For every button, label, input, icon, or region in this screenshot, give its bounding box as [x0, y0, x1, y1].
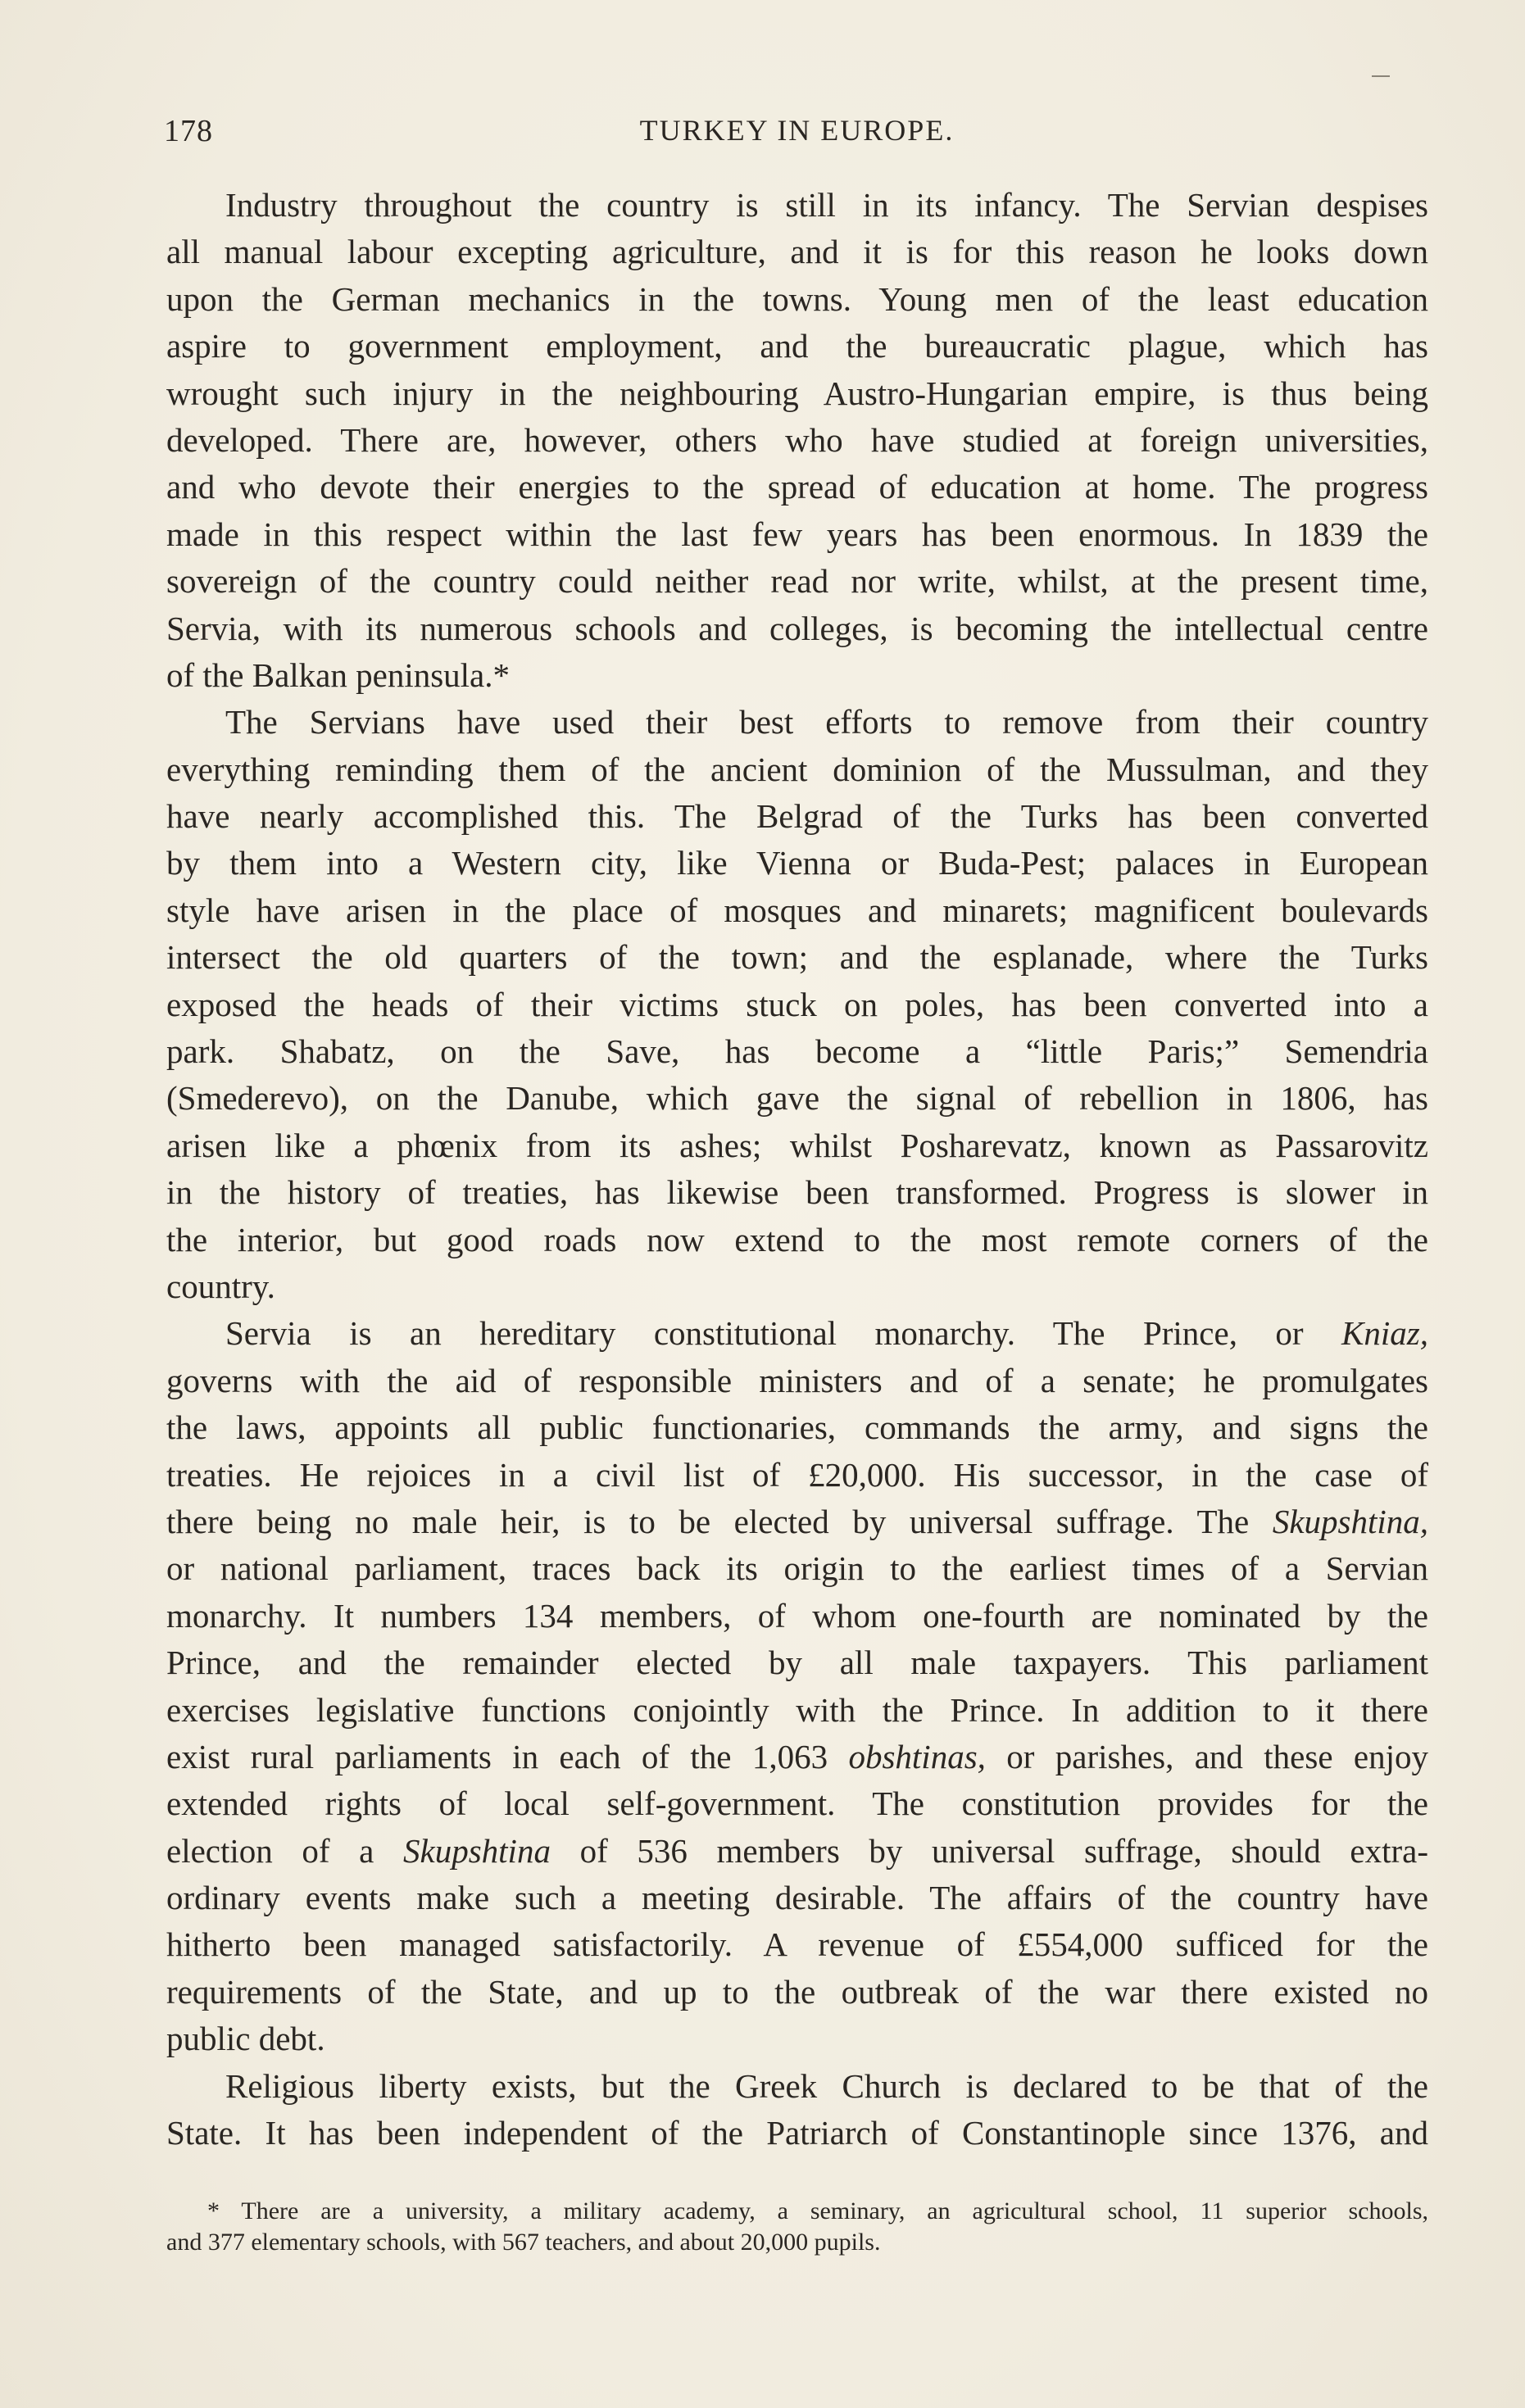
body-text	[166, 182, 1428, 2156]
text-line: everything reminding them of the ancient dominion of the Mussulman, and they	[166, 750, 1428, 788]
text-line: by them into a Western city, like Vienna or Buda-Pest; palaces in European	[166, 844, 1428, 882]
text-line: exist rural parliaments in each of the 1,063 obshtinas, or parishes, and these enjoy	[166, 1737, 1428, 1775]
text-line: election of a Skupshtina of 536 members by universal suffrage, should extra-	[166, 1831, 1428, 1870]
text-line: aspire to government employment, and the bureaucratic plague, which has	[166, 327, 1428, 365]
text-line: exposed the heads of their victims stuck on poles, has been converted into a	[166, 985, 1428, 1023]
text-line: arisen like a phœnix from its ashes; whilst Posharevatz, known as Passarovitz	[166, 1126, 1428, 1164]
text-line: State. It has been independent of the Patriarch of Constantinople since 1376, and	[166, 2114, 1428, 2152]
footnote	[166, 2196, 1428, 2258]
text-line: the laws, appoints all public functionaries, commands the army, and signs the	[166, 1408, 1428, 1447]
text-line: of the Balkan peninsula.*	[166, 655, 511, 694]
text-line: Religious liberty exists, but the Greek Church is declared to be that of the	[225, 2066, 1428, 2105]
text-line: public debt.	[166, 2020, 325, 2058]
text-line: requirements of the State, and up to the outbreak of the war there existed no	[166, 1972, 1428, 2011]
text-line: and who devote their energies to the spread of education at home. The progress	[166, 468, 1428, 506]
footnote-line: * There are a university, a military academy, a seminary, an agricultural school, 11 superior schools,	[207, 2197, 1428, 2224]
text-line: The Servians have used their best efforts to remove from their country	[225, 703, 1428, 741]
text-line: country.	[166, 1267, 275, 1305]
text-line: in the history of treaties, has likewise been transformed. Progress is slower in	[166, 1173, 1428, 1212]
text-line: hitherto been managed satisfactorily. A revenue of £554,000 sufficed for the	[166, 1925, 1428, 1964]
text-line: intersect the old quarters of the town; and the esplanade, where the Turks	[166, 938, 1428, 977]
page-header	[164, 113, 1430, 162]
text-line: monarchy. It numbers 134 members, of whom one-fourth are nominated by the	[166, 1596, 1428, 1635]
text-line: sovereign of the country could neither read nor write, whilst, at the present time,	[166, 562, 1428, 601]
text-line: made in this respect within the last few years has been enormous. In 1839 the	[166, 515, 1428, 553]
page-edge-mark	[1372, 75, 1390, 77]
text-line: treaties. He rejoices in a civil list of £20,000. His successor, in the case of	[166, 1455, 1428, 1494]
text-line: exercises legislative functions conjointly with the Prince. In addition to it there	[166, 1690, 1428, 1729]
text-line: have nearly accomplished this. The Belgrad of the Turks has been converted	[166, 797, 1428, 836]
text-line: wrought such injury in the neighbouring Austro-Hungarian empire, is thus being	[166, 374, 1428, 412]
text-line: or national parliament, traces back its origin to the earliest times of a Servian	[166, 1549, 1428, 1588]
text-line: Prince, and the remainder elected by all male taxpayers. This parliament	[166, 1644, 1428, 1682]
text-line: Industry throughout the country is still in its infancy. The Servian despises	[225, 186, 1428, 224]
text-line: the interior, but good roads now extend to the most remote corners of the	[166, 1220, 1428, 1258]
text-line: Servia is an hereditary constitutional monarchy. The Prince, or Kniaz,	[225, 1314, 1428, 1353]
text-line: style have arisen in the place of mosques and minarets; magnificent boulevards	[166, 891, 1428, 929]
text-line: (Smederevo), on the Danube, which gave the signal of rebellion in 1806, has	[166, 1079, 1428, 1118]
page-number: 178	[164, 114, 213, 148]
text-line: extended rights of local self-government. The constitution provides for the	[166, 1784, 1428, 1823]
text-line: all manual labour excepting agriculture, and it is for this reason he looks down	[166, 233, 1428, 271]
running-head: TURKEY IN EUROPE.	[639, 114, 955, 147]
text-line: ordinary events make such a meeting desirable. The affairs of the country have	[166, 1879, 1428, 1917]
text-line: there being no male heir, is to be elected by universal suffrage. The Skupshtina,	[166, 1502, 1428, 1540]
text-line: upon the German mechanics in the towns. Young men of the least education	[166, 279, 1428, 318]
footnote-line: and 377 elementary schools, with 567 teachers, and about 20,000 pupils.	[166, 2229, 881, 2256]
text-line: park. Shabatz, on the Save, has become a “little Paris;” Semendria	[166, 1032, 1428, 1071]
text-line: Servia, with its numerous schools and colleges, is becoming the intellectual centre	[166, 609, 1428, 647]
text-line: developed. There are, however, others who have studied at foreign universities,	[166, 420, 1428, 459]
text-line: governs with the aid of responsible ministers and of a senate; he promulgates	[166, 1361, 1428, 1399]
